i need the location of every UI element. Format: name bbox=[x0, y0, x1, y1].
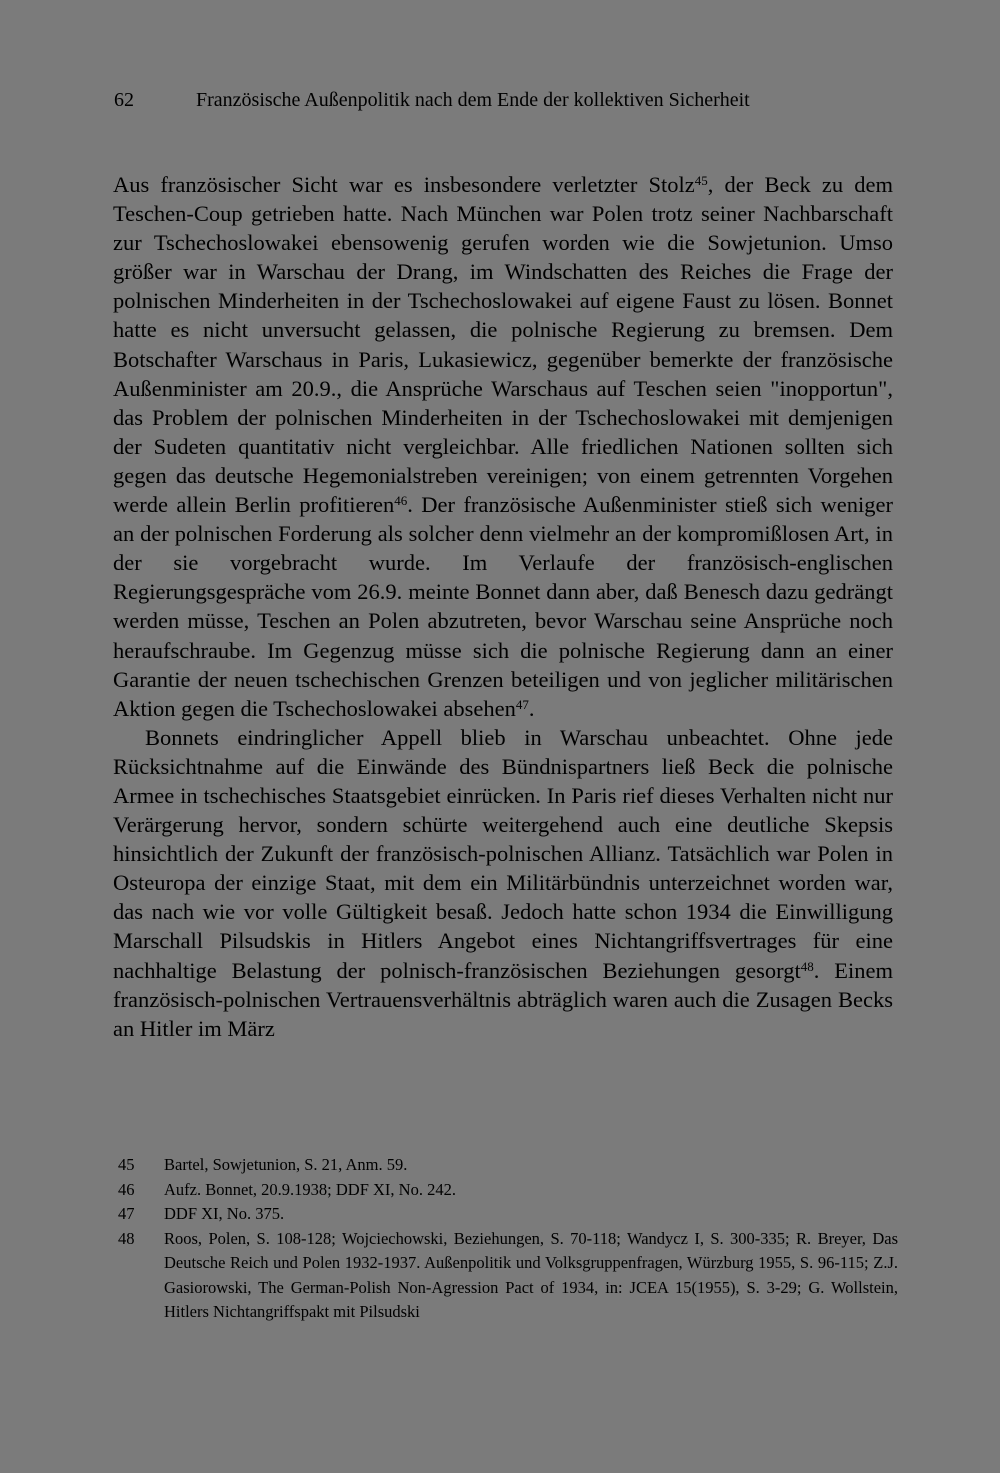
footnote-text: Roos, Polen, S. 108-128; Wojciechowski, Beziehungen, S. 70-118; Wandycz I, S. 300-335; R. Breyer, Das Deutsche Reich und Polen 1932-1937. Außenpolitik und Volksgruppenfragen, Würzburg 1955, S. 96-115; Z.J. Gasiorowski, The German-Polish Non-Agression Pact of 1934, in: JCEA 15(1955), S. 3-29; G. Wollstein, Hitlers Nichtangriffspakt mit Pilsudski bbox=[164, 1228, 898, 1321]
footnote-number: 47 bbox=[118, 1204, 135, 1223]
running-title: Französische Außenpolitik nach dem Ende der kollektiven Sicherheit bbox=[196, 89, 750, 111]
running-header bbox=[114, 86, 894, 114]
paragraph-1-segment-3: . Der französische Außenminister stieß sich weniger an der polnischen Forderung als solcher denn vielmehr an der kompromißlosen Art, in der sie vorgebracht wurde. Im Verlaufe der französisch-englischen Regierungsgespräche vom 26.9. meinte Bonnet dann aber, daß Benesch dazu gedrängt werden müsse, Teschen an Polen abzutreten, bevor Warschau seine Ansprüche noch heraufschraube. Im Gegenzug müsse sich die polnische Regierung dann an einer Garantie der neuen tschechischen Grenzen beteiligen und von jeglicher militärischen Aktion gegen die Tschechoslowakei absehen bbox=[113, 492, 893, 721]
paragraph-2-segment-2: . Einem französisch-polnischen Vertrauensverhältnis abträglich waren auch die Zusagen Becks an Hitler im März bbox=[113, 957, 894, 1041]
paragraph-1 bbox=[113, 170, 893, 723]
footnote-text: Bartel, Sowjetunion, S. 21, Anm. 59. bbox=[164, 1155, 408, 1174]
page-number: 62 bbox=[114, 89, 134, 111]
footnote-48 bbox=[118, 1227, 898, 1325]
paragraph-2 bbox=[113, 723, 893, 1043]
footnote-46 bbox=[118, 1178, 898, 1203]
footnote-ref-46: 46 bbox=[394, 492, 408, 508]
paragraph-1-segment-1: Aus französischer Sicht war es insbesondere verletzter Stolz bbox=[113, 172, 695, 197]
footnote-number: 46 bbox=[118, 1179, 135, 1199]
footnotes bbox=[118, 1153, 898, 1325]
paragraph-1-segment-4: . bbox=[528, 695, 535, 721]
footnote-ref-47: 47 bbox=[515, 696, 529, 712]
footnote-number: 45 bbox=[118, 1155, 135, 1174]
footnote-ref-45: 45 bbox=[694, 172, 708, 188]
footnote-number: 48 bbox=[118, 1228, 135, 1248]
footnote-text: DDF XI, No. 375. bbox=[164, 1204, 285, 1223]
footnote-text: Aufz. Bonnet, 20.9.1938; DDF XI, No. 242. bbox=[164, 1179, 456, 1199]
body-text bbox=[113, 170, 893, 1043]
footnote-ref-48: 48 bbox=[800, 958, 814, 974]
paragraph-2-segment-1: Bonnets eindringlicher Appell blieb in Warschau unbeachtet. Ohne jede Rücksichtnahme auf die Einwände des Bündnispartners ließ Beck die polnische Armee in tschechisches Staatsgebiet einrücken. In Paris rief dieses Verhalten nicht nur Verärgerung hervor, sondern schürte weitergehend auch eine deutliche Skepsis hinsichtlich der Zukunft der französisch-polnischen Allianz. Tatsächlich war Polen in Osteuropa der einzige Staat, mit dem ein Militärbündnis unterzeichnet worden war, das nach wie vor volle Gültigkeit besaß. Jedoch hatte schon 1934 die Einwilligung Marschall Pilsudskis in Hitlers Angebot eines Nichtangriffsvertrages für eine nachhaltige Belastung der polnisch-französischen Beziehungen gesorgt bbox=[113, 724, 893, 983]
footnote-47 bbox=[118, 1202, 898, 1227]
paragraph-1-segment-2: , der Beck zu dem Teschen-Coup getrieben hatte. Nach München war Polen trotz seiner Nachbarschaft zur Tschechoslowakei ebensowenig gerufen worden wie die Sowjetunion. Umso größer war in Warschau der Drang, im Windschatten des Reiches die Frage der polnischen Minderheiten in der Tschechoslowakei auf eigene Faust zu lösen. Bonnet hatte es nicht unversucht gelassen, die polnische Regierung zu bremsen. Dem Botschafter Warschaus in Paris, Lukasiewicz, gegenüber bemerkte der französische Außenminister am 20.9., die Ansprüche Warschaus auf Teschen seien "inopportun", das Problem der polnischen Minderheiten in der Tschechoslowakei mit demjenigen der Sudeten quantitativ nicht vergleichbar. Alle friedlichen Nationen sollten sich gegen das deutsche Hegemonialstreben vereinigen; von einem getrennten Vorgehen werde allein Berlin profitieren bbox=[113, 172, 894, 518]
footnote-45 bbox=[118, 1153, 898, 1178]
